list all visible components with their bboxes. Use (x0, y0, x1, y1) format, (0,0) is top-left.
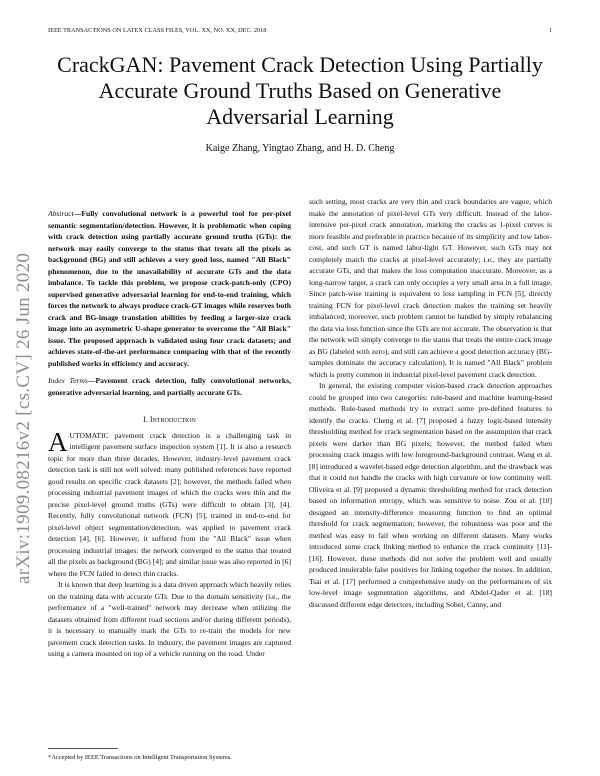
dropcap: A (48, 426, 68, 457)
right-column (309, 196, 552, 610)
journal-header: IEEE TRANSACTIONS ON LATEX CLASS FILES, VOL. XX, NO. XX, DEC. 2018 (48, 27, 267, 34)
running-header (48, 27, 552, 37)
first-word: UTOMATIC (69, 430, 109, 440)
right-paragraph-2: In general, the existing computer vision-based crack detection approaches could be grouped into two categories: rule-based and machine learning-based methods. Rule-based methods try to extract some pre-defined features to identify the cracks. Cheng et al. [7] proposed a fuzzy logic-based intensity thresholding method for crack segmentation based on the assumption that crack pixels were darker than BG pixels; however, the method failed when processing crack images with low foreground-background contrast. Wang et al. [8] introduced a wavelet-based edge detection algorithm, and the drawback was that it could not handle the cracks with high curvature or low continuity well. Oliveira et al. [9] proposed a dynamic thresholding method for crack detection based on information entropy, which was sensitive to noise. Zou et al. [10] designed an intensity-difference measuring function to find an optimal threshold for crack segmentation; however, the robustness was poor and the method was easy to fail when working on different datasets. Many works introduced some crack linking method to enhance the crack continuity [11]-[16]. However, these methods did not solve the problem well and usually produced intolerable false positives for linking together the noises. In addition, Tsai et al. [17] performed a comprehensive study on the performances of six low-level image segmentation algorithms, and Abdel-Qader et al. [18] discussed different edge detectors, including Sobel, Canny, and (309, 381, 552, 609)
arxiv-stamp: arXiv:1909.08216v2 [cs.CV] 26 Jun 2020 (13, 252, 34, 584)
index-terms-lead: Index Terms (48, 376, 88, 385)
intro-paragraph-2: It is known that deep learning is a data driven approach which heavily relies on the training data with accurate GTs. Due to the domain sensitivity (i.e., the performance of a "well-trained" network may decrease when utilizing the datasets obtained from different road sections and/or during different periods), it is necessary to manually mark the GTs to re-train the models for new pavement crack detection tasks. In industry, the pavement images are captured using a camera mounted on top of a vehicle running on the road. Under (48, 580, 291, 658)
left-column (48, 208, 291, 660)
abstract-lead: Abstract (48, 209, 74, 218)
title-block (48, 52, 552, 154)
index-terms (48, 375, 291, 398)
section-heading: I. Introduction (143, 415, 196, 424)
abstract-text: —Fully convolutional network is a powerful tool for per-pixel semantic segmentation/detection. However, it is problematic when coping with crack detection using partially accurate ground truths (GTs): the network may easily converge to the status that treats all the pixels as background (BG) and still achieves a very good loss, named "All Black" phenomenon, due to the unavailability of accurate GTs and the data imbalance. To tackle this problem, we propose crack-patch-only (CPO) supervised generative adversarial learning for end-to-end training, which forces the network to always produce crack-GT images while reserves both crack and BG-image translation abilities by feeding a larger-size crack image into an asymmetric U-shape generator to overcome the "All Black" issue. The proposed approach is validated using four crack datasets; and achieves state-of-the-art performance comparing with that of the recently published works in efficiency and accuracy. (48, 209, 291, 368)
introduction (48, 426, 291, 660)
authors: Kaige Zhang, Yingtao Zhang, and H. D. Cheng (205, 143, 395, 154)
abstract (48, 208, 291, 369)
page-number: 1 (548, 27, 552, 34)
footnote: *Accepted by IEEE Transactions on Intelligent Transportation Systems. (48, 754, 232, 761)
intro-paragraph-1-text: pavement crack detection is a challenging task in intelligent pavement surface inspection system [1]. It is also a research topic for more than three decades. However, industry-level pavement crack detection task is still not well solved: many published references have reported good results on specific crack datasets [2]; however, the methods failed when processing industrial pavement images of which the cracks were thin and the precise pixel-level ground truths (GTs) were difficult to obtain [3], [4]. Recently, fully convolutional network (FCN) [5], trained in end-to-end for pixel-level object segmentation/detection, was applied to pavement crack detection [4], [6]. However, it suffered from the "All Black" issue when processing industrial images: the network converged to the status that treated all the pixels as background (BG) [4]; and similar issue was also reported in [6] where the FCN failed to detect thin cracks. (48, 430, 291, 578)
paper-title: CrackGAN: Pavement Crack Detection Using Partially Accurate Ground Truths Based on Generative Adversarial Learning (57, 52, 543, 129)
index-terms-text: —Pavement crack detection, fully convolutional networks, generative adversarial learning, and partially accurate GTs. (48, 376, 291, 397)
footnote-rule (48, 748, 118, 749)
right-paragraph-1: such setting, most cracks are very thin and crack boundaries are vague, which make the annotation of pixel-level GTs very difficult. Instead of the labor-intensive per-pixel crack annotation, marking the cracks as 1-pixel curves is more feasible and preferable in practice because of its simplicity and low labor-cost, and such GT is named labor-light GT. However, such GTs may not completely match the cracks at pixel-level accurately; i.e., they are partially accurate GTs, and that makes the loss computation inaccurate. Moreover, as a long-narrow target, a crack can only occupies a very small area in a full image. Since patch-wise training is equivalent to loss sampling in FCN [5], directly training FCN for pixel-level crack detection makes the training set heavily imbalanced; moreover, such problem cannot be handled by simply rebalancing the data via loss function since the GTs are not accurate. The observation is that the network will simply converge to the status that treats the entire crack image as BG (labeled with zero), and still can achieve a good detection accuracy (BG-samples dominate the accuracy calculation). It is named "All Black" problem which is pretty common in industrial pixel-level pavement crack detection. (309, 197, 552, 379)
intro-paragraph-1 (48, 426, 291, 580)
